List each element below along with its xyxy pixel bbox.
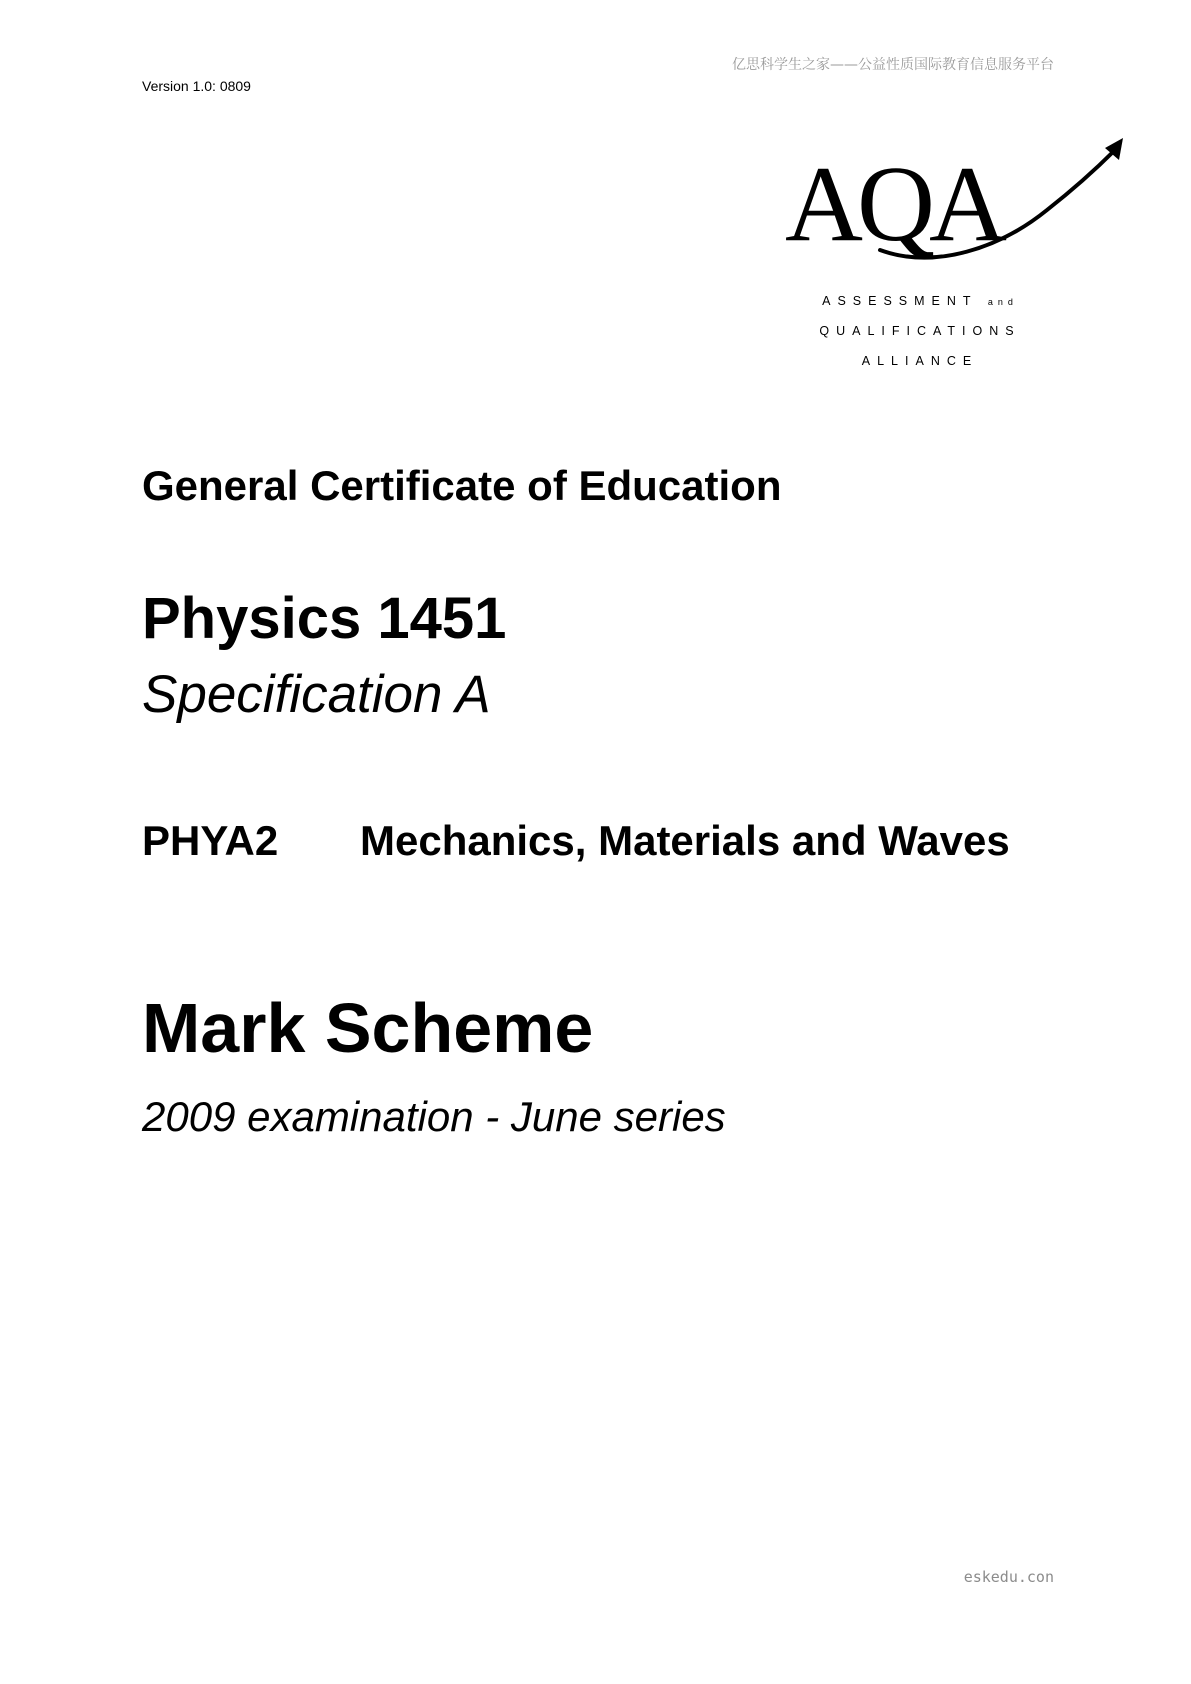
unit-title: Mechanics, Materials and Waves (360, 817, 1010, 864)
logo-and-text: and (987, 297, 1018, 307)
qualification-title: General Certificate of Education (142, 462, 782, 509)
document-type-title: Mark Scheme (142, 989, 594, 1067)
unit-code: PHYA2 (142, 817, 279, 864)
logo-line-alliance: ALLIANCE (861, 354, 979, 368)
exam-series: 2009 examination - June series (142, 1093, 726, 1140)
aqa-logo-mark (785, 138, 1140, 288)
version-label: Version 1.0: 0809 (142, 78, 251, 94)
bottom-watermark: eskedu.con (963, 1568, 1054, 1586)
logo-line-qualifications: QUALIFICATIONS (819, 324, 1021, 338)
aqa-logo-text: AQA (785, 145, 1001, 264)
aqa-logo (785, 138, 1140, 378)
top-watermark: 亿思科学生之家——公益性质国际教育信息服务平台 (732, 57, 1054, 73)
unit-row (142, 817, 1010, 865)
logo-assessment-text: ASSESSMENT (822, 294, 978, 308)
subject-title: Physics 1451 (142, 586, 507, 651)
logo-line-assessment (785, 294, 1055, 308)
specification-subtitle: Specification A (142, 665, 491, 724)
